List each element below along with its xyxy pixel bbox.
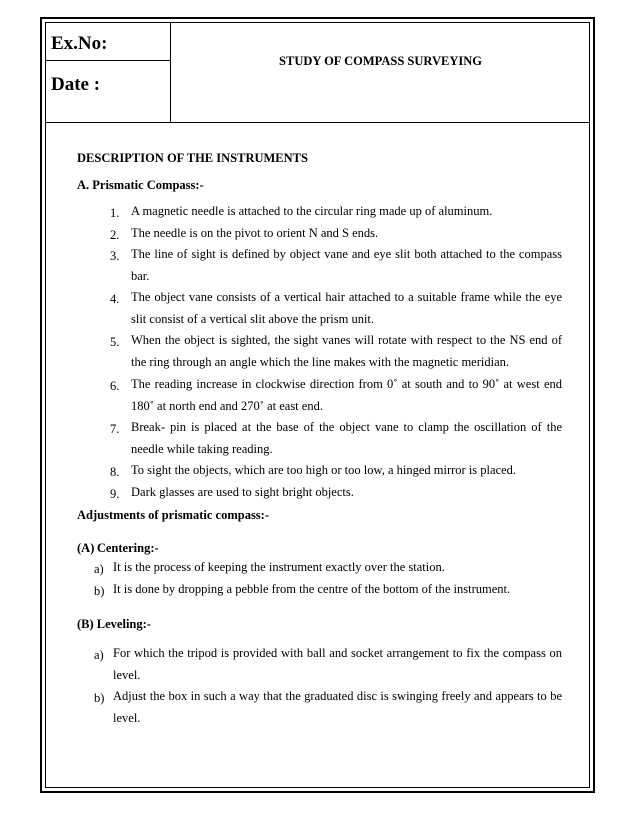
list-item-number: a): [94, 562, 104, 576]
list-item-number: 8.: [110, 465, 120, 479]
exno-label: Ex.No:: [45, 22, 170, 61]
list-item: A magnetic needle is attached to the circular ring made up of aluminum.: [131, 204, 493, 218]
list-item: Break- pin is placed at the base of the object vane to clamp the oscillation of the needle while taking reading.: [131, 420, 562, 456]
list-item: The needle is on the pivot to orient N and S ends.: [131, 226, 379, 240]
list-item-number: b): [94, 691, 105, 705]
centering-heading: (A) Centering:-: [77, 541, 159, 555]
list-item: When the object is sighted, the sight vanes will rotate with respect to the NS end of the ring through an angle which the line makes with the magnetic meridian.: [131, 333, 562, 369]
date-label: Date :: [51, 74, 101, 95]
list-item: It is the process of keeping the instrument exactly over the station.: [113, 560, 445, 574]
page-title: STUDY OF COMPASS SURVEYING: [279, 54, 482, 68]
list-item: The line of sight is defined by object vane and eye slit both attached to the compass bar.: [131, 247, 562, 283]
list-item: It is done by dropping a pebble from the centre of the bottom of the instrument.: [113, 582, 511, 596]
list-item: The object vane consists of a vertical hair attached to a suitable frame while the eye slit consist of a vertical slit above the prism unit.: [131, 290, 562, 326]
list-item-number: 6.: [110, 379, 120, 393]
list-item-number: 5.: [110, 335, 120, 349]
list-item-number: b): [94, 584, 105, 598]
adjustments-heading: Adjustments of prismatic compass:-: [77, 508, 269, 522]
header-left-cell: [45, 22, 171, 122]
list-item-number: 9.: [110, 487, 120, 501]
list-item: For which the tripod is provided with ball and socket arrangement to fix the compass on level.: [113, 646, 562, 682]
list-item: Dark glasses are used to sight bright objects.: [131, 485, 354, 499]
list-item-number: 4.: [110, 292, 120, 306]
list-item-number: 1.: [110, 206, 120, 220]
list-item-number: 7.: [110, 422, 120, 436]
prismatic-compass-heading: A. Prismatic Compass:-: [77, 178, 204, 192]
leveling-heading: (B) Leveling:-: [77, 617, 151, 631]
list-item-number: 3.: [110, 249, 120, 263]
description-heading: DESCRIPTION OF THE INSTRUMENTS: [77, 151, 308, 165]
list-item-number: 2.: [110, 228, 120, 242]
list-item-number: a): [94, 648, 104, 662]
list-item: To sight the objects, which are too high or too low, a hinged mirror is placed.: [131, 463, 517, 477]
list-item: The reading increase in clockwise direction from 0˚ at south and to 90˚ at west end 180˚ at north end and 270˚ at east end.: [131, 377, 562, 413]
list-item: Adjust the box in such a way that the graduated disc is swinging freely and appears to be level.: [113, 689, 562, 725]
header-table: [45, 22, 590, 123]
